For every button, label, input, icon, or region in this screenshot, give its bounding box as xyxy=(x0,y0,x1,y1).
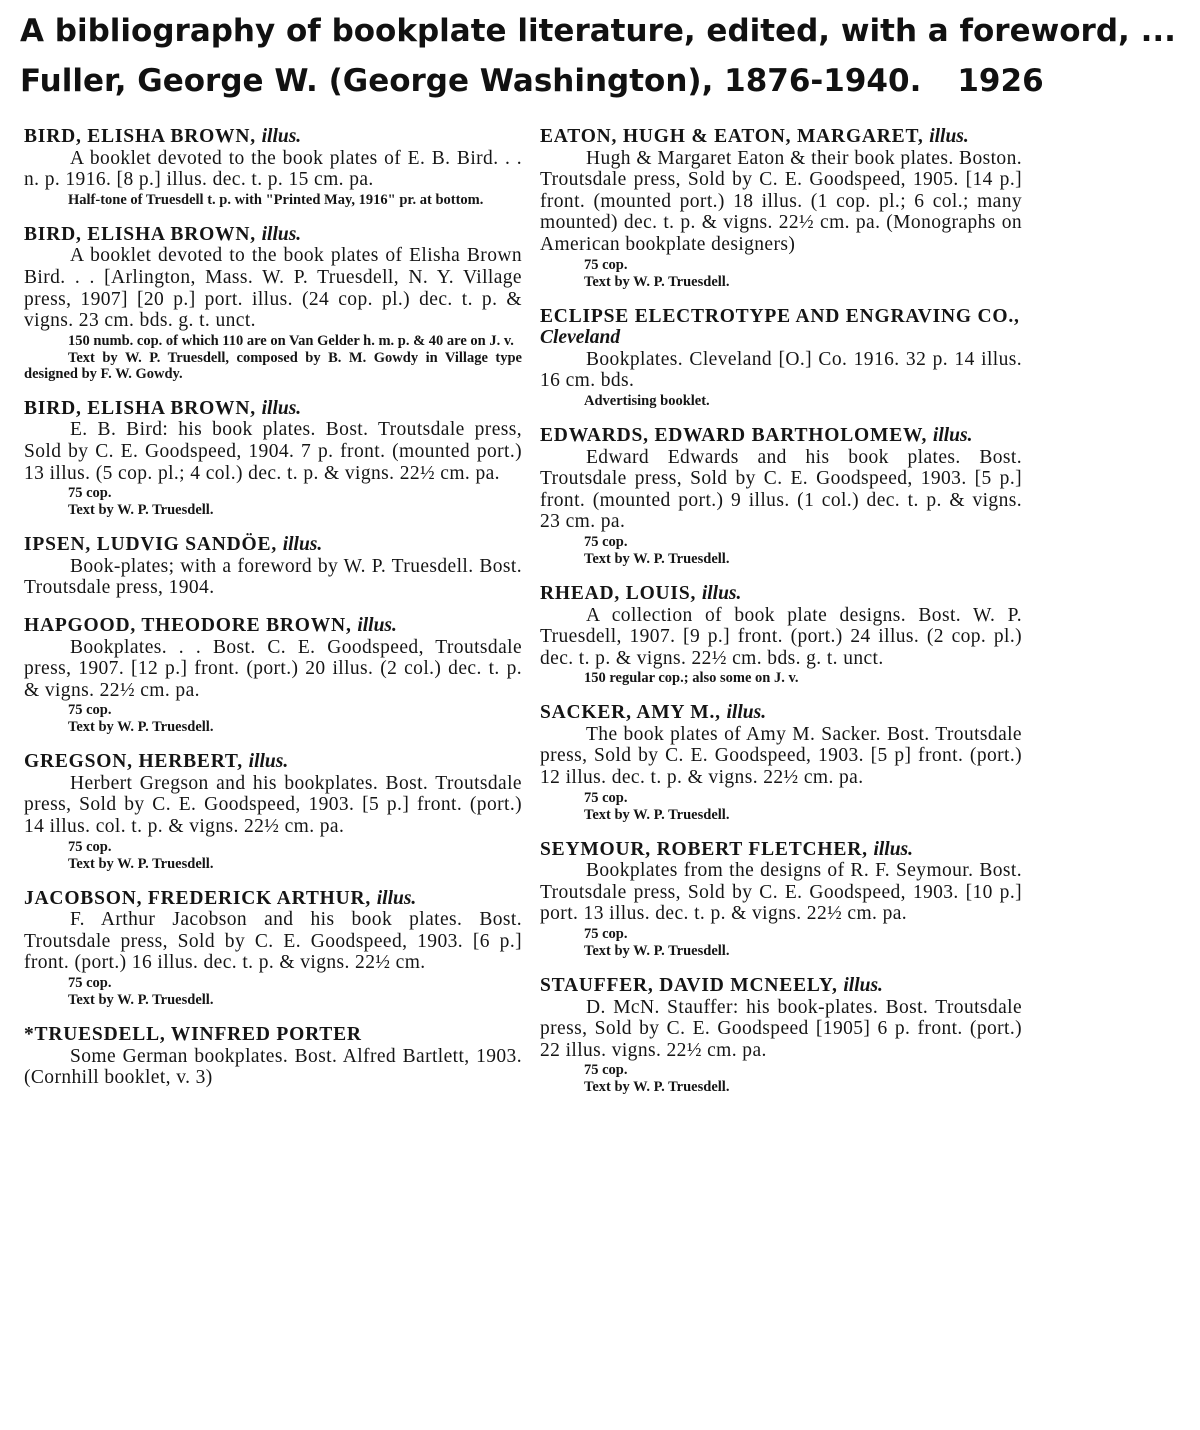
entry-heading xyxy=(540,425,1022,447)
entry-heading xyxy=(24,126,522,148)
entry-heading xyxy=(24,534,522,556)
entry-name: BIRD, ELISHA BROWN, xyxy=(24,397,256,419)
publication-year: 1926 xyxy=(957,63,1044,99)
entry-note: 150 numb. cop. of which 110 are on Van Gelder h. m. p. & 40 are on J. v. xyxy=(68,332,514,349)
bibliography-entry xyxy=(24,224,522,382)
entry-tag: illus. xyxy=(282,534,323,556)
entry-name: IPSEN, LUDVIG SANDÖE, xyxy=(24,534,278,556)
entry-heading xyxy=(540,126,1022,148)
entry-tag: illus. xyxy=(701,582,742,604)
entry-note: Advertising booklet. xyxy=(584,392,710,409)
entry-description: A booklet devoted to the book plates of Elisha Brown Bird. . . [Arlington, Mass. W. P. Truesdell, N. Y. Village press, 1907] [20 p.] port. illus. (24 cop. pl.) dec. t. p. & vigns. 23 cm. bds. g. t. unct. xyxy=(24,245,522,332)
entry-tag: illus. xyxy=(932,424,973,446)
bibliography-entry xyxy=(540,306,1022,409)
entry-note: Text by W. P. Truesdell. xyxy=(584,943,730,960)
entry-heading xyxy=(24,888,522,910)
entry-note: Text by W. P. Truesdell. xyxy=(68,855,214,872)
entry-note: Text by W. P. Truesdell. xyxy=(584,1079,730,1096)
entry-heading xyxy=(540,306,1022,349)
record-header xyxy=(20,6,1190,106)
entry-description: Bookplates from the designs of R. F. Seymour. Bost. Troutsdale press, Sold by C. E. Goodspeed, 1903. [10 p.] port. 13 illus. dec. t. p. & vigns. 22½ cm. pa. xyxy=(540,860,1022,925)
entry-heading xyxy=(24,751,522,773)
entry-description: F. Arthur Jacobson and his book plates. Bost. Troutsdale press, Sold by C. E. Goodspeed, 1903. [6 p.] front. (port.) 16 illus. dec. t. p. & vigns. 22½ cm. xyxy=(24,909,522,974)
entry-note: Text by W. P. Truesdell. xyxy=(584,273,730,290)
entry-heading xyxy=(24,224,522,246)
bibliography-entry xyxy=(24,398,522,518)
bibliography-entry xyxy=(24,888,522,1008)
bibliography-entry xyxy=(540,702,1022,822)
entry-name: JACOBSON, FREDERICK ARTHUR, xyxy=(24,887,372,909)
entry-description: E. B. Bird: his book plates. Bost. Troutsdale press, Sold by C. E. Goodspeed, 1904. 7 p. front. (mounted port.) 13 illus. (5 cop. pl.; 4 col.) dec. t. p. & vigns. 22½ cm. pa. xyxy=(24,419,522,484)
entry-note: 75 cop. xyxy=(68,702,112,719)
entry-tag: illus. xyxy=(376,887,417,909)
entry-tag: illus. xyxy=(929,126,969,147)
entry-note: 75 cop. xyxy=(68,975,112,992)
entry-description: Hugh & Margaret Eaton & their book plates. Boston. Troutsdale press, Sold by C. E. Goodspeed, 1905. [14 p.] front. (mounted port.) 18 illus. (1 cop. pl.; 6 col.; many mounted) dec. t. p. & vigns. 22½ cm. pa. (Monographs on American bookplate designers) xyxy=(540,147,1022,255)
entry-tag: illus. xyxy=(726,702,767,724)
entry-tag: illus. xyxy=(261,126,302,147)
entry-heading xyxy=(24,615,522,637)
bibliography-entry xyxy=(540,839,1022,959)
entry-name: BIRD, ELISHA BROWN, xyxy=(24,126,256,147)
bibliography-entry xyxy=(540,975,1022,1095)
entry-note: 75 cop. xyxy=(68,838,112,855)
bibliography-entry xyxy=(24,126,522,208)
entry-name: EDWARDS, EDWARD BARTHOLOMEW, xyxy=(540,424,928,446)
entry-description: Some German bookplates. Bost. Alfred Bartlett, 1903. (Cornhill booklet, v. 3) xyxy=(24,1045,522,1089)
entry-heading xyxy=(24,398,522,420)
entry-note: 75 cop. xyxy=(584,533,628,550)
bibliography-entry xyxy=(24,615,522,735)
bibliography-entry xyxy=(540,583,1022,686)
entry-tag: Cleveland xyxy=(540,327,621,349)
entry-tag: illus. xyxy=(248,751,289,773)
entry-tag: illus. xyxy=(357,614,397,636)
entry-description: Edward Edwards and his book plates. Bost. Troutsdale press, Sold by C. E. Goodspeed, 1903. [5 p.] front. (mounted port.) 9 illus. (1 col.) dec. t. p. & vigns. 23 cm. pa. xyxy=(540,446,1022,533)
entry-heading xyxy=(540,839,1022,861)
entry-note: Text by W. P. Truesdell. xyxy=(584,550,730,567)
entry-description: Bookplates. Cleveland [O.] Co. 1916. 32 p. 14 illus. 16 cm. bds. xyxy=(540,348,1022,392)
entry-name: RHEAD, LOUIS, xyxy=(540,582,697,604)
entry-heading xyxy=(540,583,1022,605)
entry-note: 75 cop. xyxy=(584,1062,628,1079)
entry-description: A collection of book plate designs. Bost. W. P. Truesdell, 1907. [9 p.] front. (port.) 24 illus. (2 cop. pl.) dec. t. p. & vigns. 22½ cm. bds. g. t. unct. xyxy=(540,604,1022,669)
entry-name: GREGSON, HERBERT, xyxy=(24,751,243,773)
entry-note: 75 cop. xyxy=(584,789,628,806)
bibliography-entry xyxy=(24,751,522,871)
entry-name: STAUFFER, DAVID MCNEELY, xyxy=(540,975,838,997)
entry-note: 75 cop. xyxy=(68,485,112,502)
left-column xyxy=(24,126,522,1105)
entry-note: 150 regular cop.; also some on J. v. xyxy=(584,670,799,687)
entry-name: SEYMOUR, ROBERT FLETCHER, xyxy=(540,838,868,860)
entry-tag: illus. xyxy=(261,223,302,245)
entry-description: D. McN. Stauffer: his book-plates. Bost. Troutsdale press, Sold by C. E. Goodspeed [1905] 6 p. front. (port.) 22 illus. vigns. 22½ cm. pa. xyxy=(540,996,1022,1061)
entry-name: *TRUESDELL, WINFRED PORTER xyxy=(24,1024,362,1046)
bibliography-entry xyxy=(540,126,1022,290)
book-title: A bibliography of bookplate literature, edited, with a foreword, ... xyxy=(20,13,1176,49)
bibliography-entry xyxy=(24,1024,522,1089)
bibliography-entry xyxy=(24,534,522,599)
entry-description: The book plates of Amy M. Sacker. Bost. Troutsdale press, Sold by C. E. Goodspeed, 1903. [5 p] front. (port.) 12 illus. dec. t. p. & vigns. 22½ cm. pa. xyxy=(540,723,1022,789)
entry-description: Book-plates; with a foreword by W. P. Truesdell. Bost. Troutsdale press, 1904. xyxy=(24,555,522,599)
entry-description: Herbert Gregson and his bookplates. Bost. Troutsdale press, Sold by C. E. Goodspeed, 1903. [5 p.] front. (port.) 14 illus. col. t. p. & vigns. 22½ cm. pa. xyxy=(24,772,522,838)
author-line xyxy=(20,56,1190,106)
entry-tag: illus. xyxy=(261,397,302,419)
entry-name: ECLIPSE ELECTROTYPE AND ENGRAVING CO., xyxy=(540,305,1020,327)
entry-name: HAPGOOD, THEODORE BROWN, xyxy=(24,614,352,636)
entry-note: Text by W. P. Truesdell. xyxy=(68,719,214,736)
entry-note: Text by W. P. Truesdell. xyxy=(68,992,214,1009)
entry-tag: illus. xyxy=(843,975,883,997)
entry-description: Bookplates. . . Bost. C. E. Goodspeed, Troutsdale press, 1907. [12 p.] front. (port.) 20 illus. (2 col.) dec. t. p. & vigns. 22½ cm. pa. xyxy=(24,636,522,701)
entry-heading xyxy=(540,702,1022,724)
entry-note: Text by W. P. Truesdell. xyxy=(584,806,730,823)
entry-tag: illus. xyxy=(873,838,914,860)
entry-description: A booklet devoted to the book plates of E. B. Bird. . . n. p. 1916. [8 p.] illus. dec. t. p. 15 cm. pa. xyxy=(24,147,522,191)
entry-note: Half-tone of Truesdell t. p. with "Printed May, 1916" pr. at bottom. xyxy=(68,191,484,208)
entry-name: EATON, HUGH & EATON, MARGARET, xyxy=(540,126,924,147)
entry-note: Text by W. P. Truesdell, composed by B. M. Gowdy in Village type designed by F. W. Gowdy. xyxy=(24,349,522,382)
entry-heading xyxy=(540,975,1022,997)
bibliography-entry xyxy=(540,425,1022,567)
entry-name: BIRD, ELISHA BROWN, xyxy=(24,223,256,245)
entry-heading xyxy=(24,1024,522,1046)
right-column xyxy=(540,126,1022,1111)
entry-note: 75 cop. xyxy=(584,256,628,273)
entry-note: Text by W. P. Truesdell. xyxy=(68,502,214,519)
entry-name: SACKER, AMY M., xyxy=(540,702,721,724)
author-name: Fuller, George W. (George Washington), 1876-1940. xyxy=(20,63,922,99)
entry-note: 75 cop. xyxy=(584,926,628,943)
